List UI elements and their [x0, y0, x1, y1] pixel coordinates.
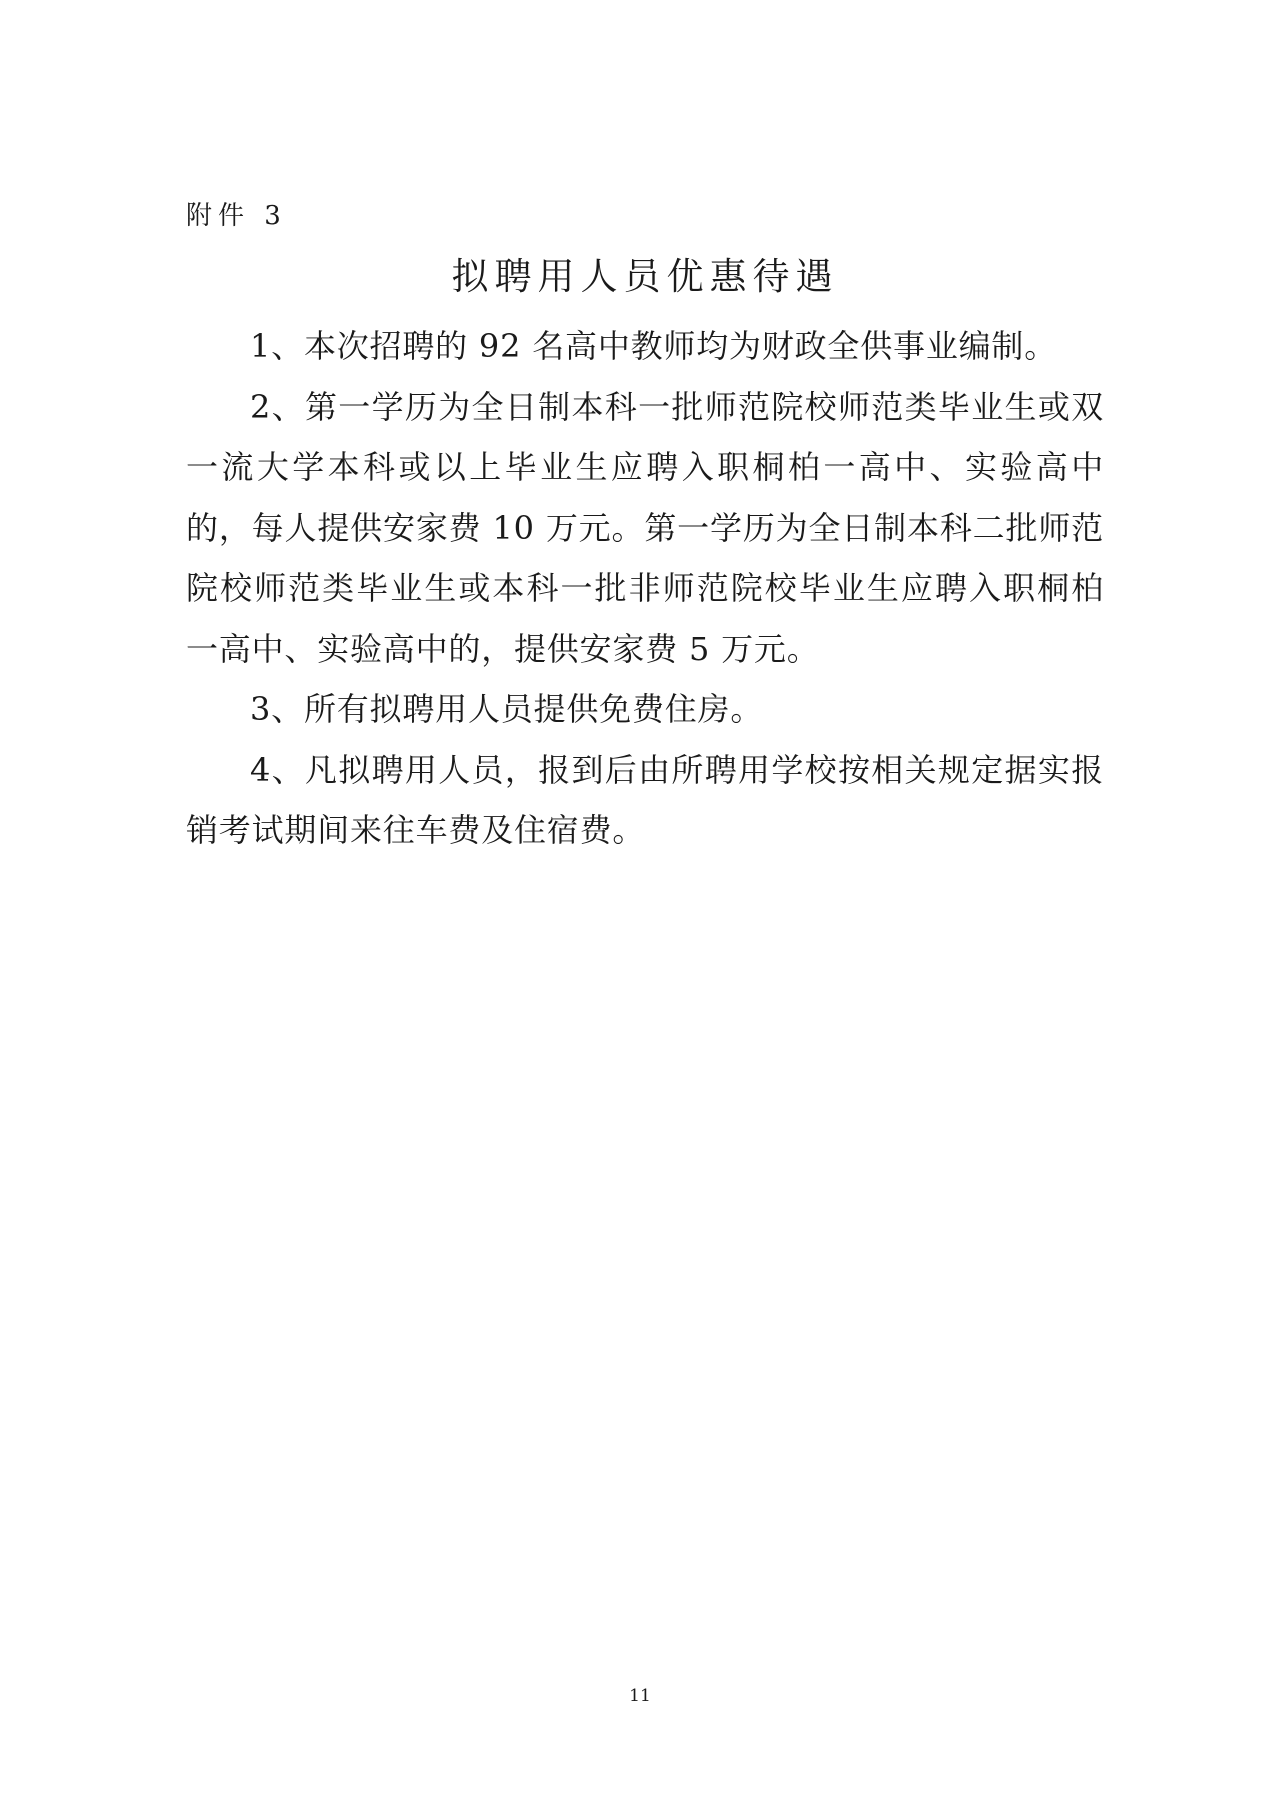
- paragraph-2: 2、第一学历为全日制本科一批师范院校师范类毕业生或双一流大学本科或以上毕业生应聘入职桐柏一高中、实验高中的，每人提供安家费 10 万元。第一学历为全日制本科二批师范院校师范类毕业生或本科一批非师范院校毕业生应聘入职桐柏一高中、实验高中的，提供安家费 5 万元。: [186, 387, 1104, 668]
- document-title: 拟聘用人员优惠待遇: [451, 255, 839, 298]
- document-body: [186, 316, 1104, 861]
- paragraph-3: 3、所有拟聘用人员提供免费住房。: [250, 690, 764, 728]
- paragraph-1: 1、本次招聘的 92 名高中教师均为财政全供事业编制。: [250, 327, 1058, 365]
- page-number: 11: [629, 1686, 651, 1706]
- attachment-label: 附件 3: [186, 201, 287, 231]
- paragraph-4: 4、凡拟聘用人员，报到后由所聘用学校按相关规定据实报销考试期间来往车费及住宿费。: [186, 750, 1104, 849]
